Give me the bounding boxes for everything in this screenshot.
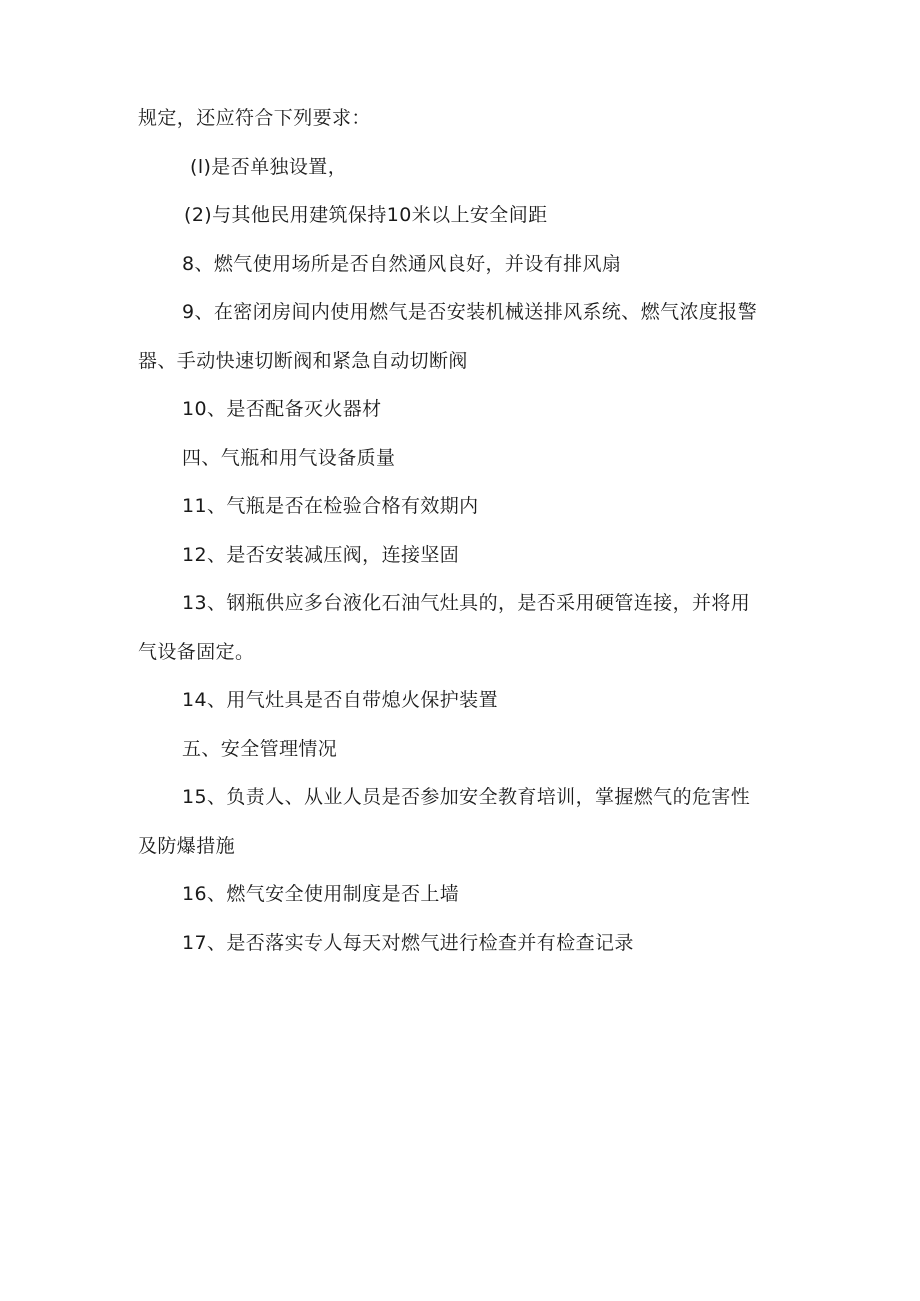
text-line: 16、燃气安全使用制度是否上墙: [182, 883, 460, 905]
text-line: 17、是否落实专人每天对燃气进行检查并有检查记录: [182, 931, 634, 954]
text-line: 8、燃气使用场所是否自然通风良好，并设有排风扇: [182, 252, 622, 275]
text-line: 规定，还应符合下列要求：: [138, 107, 371, 129]
text-line: (2)与其他民用建筑保持10米以上安全间距: [184, 204, 548, 226]
text-line: 15、负责人、从业人员是否参加安全教育培训，掌握燃气的危害性: [182, 786, 751, 808]
text-line: 14、用气灶具是否自带熄火保护装置: [182, 689, 498, 711]
section-heading: 四、气瓶和用气设备质量: [182, 446, 396, 469]
text-line: 11、气瓶是否在检验合格有效期内: [182, 495, 479, 517]
document-body: [138, 106, 783, 979]
text-line: 器、手动快速切断阀和紧急自动切断阀: [138, 349, 468, 372]
text-line: 9、在密闭房间内使用燃气是否安装机械送排风系统、燃气浓度报警: [182, 301, 758, 323]
section-heading: 五、安全管理情况: [182, 737, 338, 760]
text-line: 气设备固定。: [138, 640, 255, 663]
text-line: 12、是否安装减压阀，连接坚固: [182, 543, 460, 566]
text-line: (l)是否单独设置，: [190, 155, 348, 178]
text-line: 13、钢瓶供应多台液化石油气灶具的，是否采用硬管连接，并将用: [182, 592, 751, 614]
text-line: 及防爆措施: [138, 834, 236, 857]
text-line: 10、是否配备灭火器材: [182, 398, 382, 420]
